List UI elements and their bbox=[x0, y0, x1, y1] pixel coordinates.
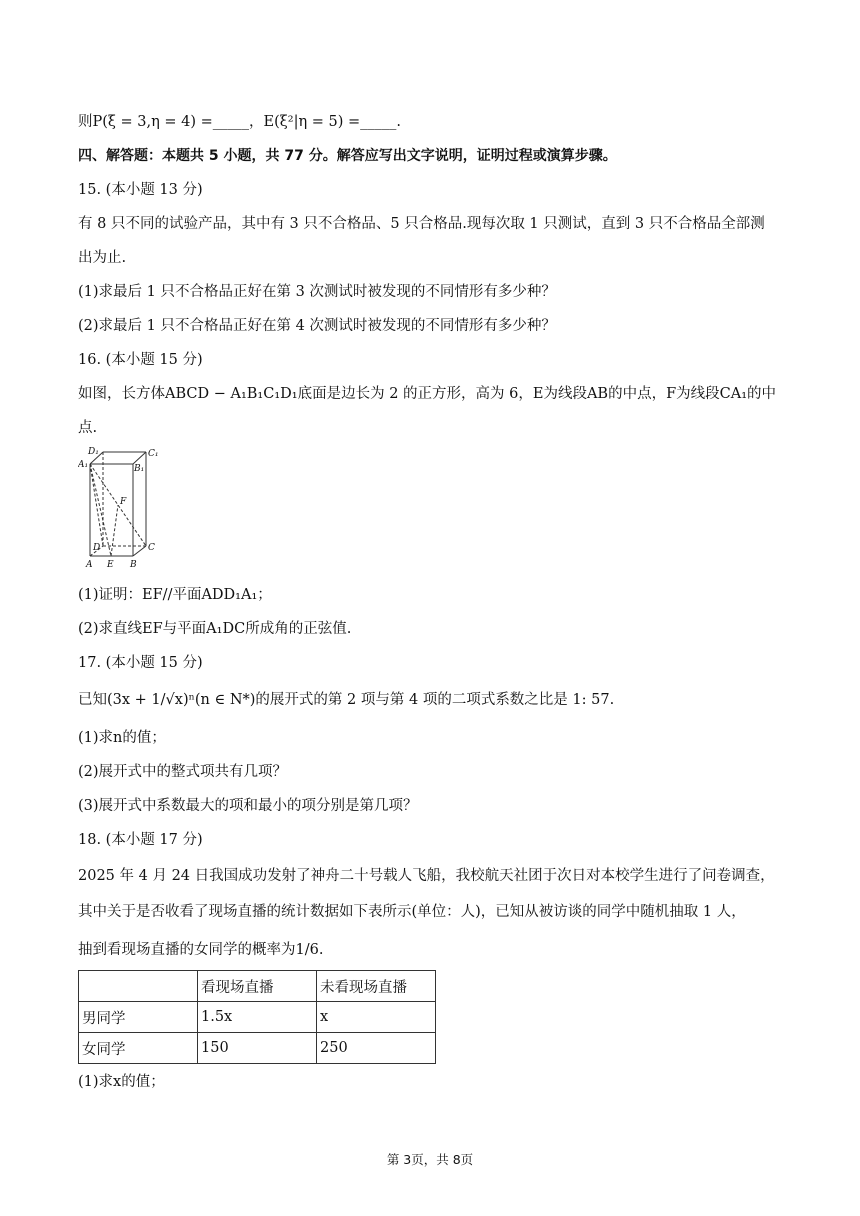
table-row bbox=[79, 1033, 436, 1064]
problem-18-text: 2025 年 4 月 24 日我国成功发射了神舟二十号载人飞船，我校航天社团于次日对本校学生进行了问卷调查， bbox=[78, 868, 775, 884]
survey-table bbox=[78, 970, 436, 1064]
problem-16-header: 16. (本小题 15 分) bbox=[78, 352, 203, 368]
problem-18-text: 抽到看现场直播的女同学的概率为1/6. bbox=[78, 942, 324, 958]
problem-15-text: 出为止. bbox=[78, 250, 127, 266]
label-d1: D₁ bbox=[88, 447, 99, 457]
table-cell: 1.5x bbox=[198, 1002, 317, 1033]
table-cell: 250 bbox=[317, 1033, 436, 1064]
label-a: A bbox=[86, 560, 93, 570]
table-header-row bbox=[79, 971, 436, 1002]
label-f: F bbox=[120, 497, 127, 507]
problem-16-text: 点. bbox=[78, 420, 98, 436]
problem-15-header: 15. (本小题 13 分) bbox=[78, 182, 203, 198]
problem-18-q1: (1)求x的值； bbox=[78, 1074, 165, 1090]
label-b: B bbox=[130, 560, 137, 570]
problem-17-header: 17. (本小题 15 分) bbox=[78, 655, 203, 671]
label-e: E bbox=[107, 560, 114, 570]
label-a1: A₁ bbox=[78, 460, 89, 470]
problem-16-text: 如图，长方体ABCD − A₁B₁C₁D₁底面是边长为 2 的正方形，高为 6，E为线段AB的中点，F为线段CA₁的中 bbox=[78, 386, 777, 402]
problem-15-text: 有 8 只不同的试验产品，其中有 3 只不合格品、5 只合格品.现每次取 1 只测试，直到 3 只不合格品全部测 bbox=[78, 216, 765, 232]
page-footer: 第 3页，共 8页 bbox=[386, 1152, 474, 1167]
table-cell: 看现场直播 bbox=[198, 971, 317, 1002]
problem-17-text: 已知(3x + 1/√x)ⁿ(n ∈ N*)的展开式的第 2 项与第 4 项的二项式系数之比是 1: 57. bbox=[78, 692, 615, 708]
problem-17-q1: (1)求n的值； bbox=[78, 730, 166, 746]
problem-17-q2: (2)展开式中的整式项共有几项？ bbox=[78, 764, 288, 780]
label-b1: B₁ bbox=[134, 464, 145, 474]
table-row bbox=[79, 1002, 436, 1033]
problem-16-q2: (2)求直线EF与平面A₁DC所成角的正弦值. bbox=[78, 621, 352, 637]
problem-17-q3: (3)展开式中系数最大的项和最小的项分别是第几项？ bbox=[78, 798, 418, 814]
label-d: D bbox=[93, 543, 101, 553]
table-cell: 女同学 bbox=[79, 1033, 198, 1064]
label-c: C bbox=[148, 543, 155, 553]
table-cell: 150 bbox=[198, 1033, 317, 1064]
table-cell: 男同学 bbox=[79, 1002, 198, 1033]
problem-18-text: 其中关于是否收看了现场直播的统计数据如下表所示(单位：人)，已知从被访谈的同学中随机抽取 1 人， bbox=[78, 904, 746, 920]
table-cell: x bbox=[317, 1002, 436, 1033]
problem-16-q1: (1)证明：EF//平面ADD₁A₁； bbox=[78, 587, 272, 603]
section-title: 四、解答题：本题共 5 小题，共 77 分。解答应写出文字说明，证明过程或演算步骤。 bbox=[78, 148, 617, 164]
table-cell: 未看现场直播 bbox=[317, 971, 436, 1002]
problem-15-q2: (2)求最后 1 只不合格品正好在第 4 次测试时被发现的不同情形有多少种？ bbox=[78, 318, 556, 334]
table-cell bbox=[79, 971, 198, 1002]
answer-blank-line: 则P(ξ = 3,η = 4) =_____，E(ξ²|η = 5) =_____. bbox=[78, 114, 402, 130]
cuboid-figure bbox=[78, 444, 168, 570]
problem-15-q1: (1)求最后 1 只不合格品正好在第 3 次测试时被发现的不同情形有多少种？ bbox=[78, 284, 556, 300]
problem-18-header: 18. (本小题 17 分) bbox=[78, 832, 203, 848]
label-c1: C₁ bbox=[148, 449, 159, 459]
